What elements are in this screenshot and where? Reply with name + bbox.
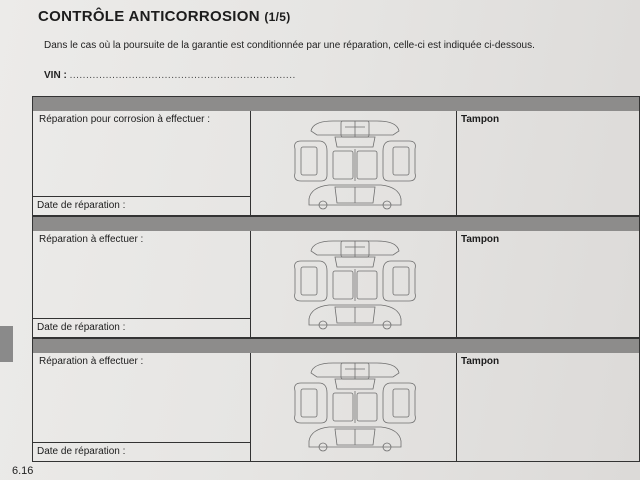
repair-date-field[interactable]: [33, 442, 250, 461]
stamp-cell[interactable]: [457, 231, 639, 337]
page-title: [38, 8, 291, 25]
car-diagram-cell: [251, 353, 457, 461]
stamp-cell[interactable]: [457, 353, 639, 461]
repair-cell[interactable]: [33, 353, 251, 461]
car-diagram-cell: [251, 231, 457, 337]
car-diagram-cell: [251, 111, 457, 215]
page-number: 6.16: [12, 465, 34, 477]
car-body-diagram-icon: [289, 359, 421, 455]
repair-cell[interactable]: [33, 231, 251, 337]
car-body-diagram-icon: [289, 237, 421, 333]
block-header-bar: [33, 97, 639, 111]
block-header-bar: [33, 339, 639, 353]
stamp-cell[interactable]: [457, 111, 639, 215]
stamp-label: Tampon: [461, 356, 500, 367]
repair-block-3: [32, 338, 640, 462]
repair-block-1: [32, 96, 640, 216]
repair-date-label: Date de réparation :: [37, 446, 126, 457]
side-tab-marker: [0, 326, 13, 362]
repair-label: Réparation pour corrosion à effectuer :: [39, 114, 211, 125]
title-text: CONTRÔLE ANTICORROSION: [38, 8, 260, 25]
repair-label: Réparation à effectuer :: [39, 356, 144, 367]
vin-label: VIN :: [44, 70, 67, 81]
vin-dotted-field[interactable]: .....................................................................: [69, 70, 296, 81]
repair-date-label: Date de réparation :: [37, 322, 126, 333]
car-body-diagram-icon: [289, 117, 421, 213]
repair-date-field[interactable]: [33, 196, 250, 215]
title-suffix: (1/5): [264, 10, 291, 24]
stamp-label: Tampon: [461, 114, 500, 125]
stamp-label: Tampon: [461, 234, 500, 245]
intro-text: Dans le cas où la poursuite de la garantie est conditionnée par une réparation, celle-ci est indiquée ci-dessous.: [44, 40, 535, 51]
repair-date-label: Date de réparation :: [37, 200, 126, 211]
repair-cell[interactable]: [33, 111, 251, 215]
block-header-bar: [33, 217, 639, 231]
repair-label: Réparation à effectuer :: [39, 234, 144, 245]
repair-block-2: [32, 216, 640, 338]
repair-date-field[interactable]: [33, 318, 250, 337]
vin-line: [44, 70, 296, 81]
